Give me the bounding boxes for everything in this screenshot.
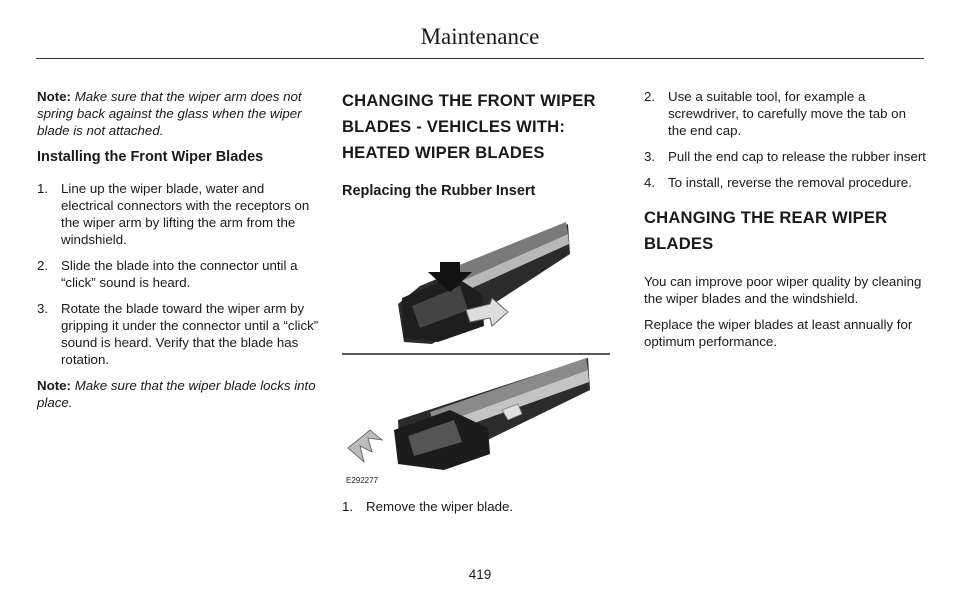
list-item <box>644 88 926 139</box>
note-paragraph <box>37 377 320 411</box>
step-text: Remove the wiper blade. <box>366 499 514 514</box>
list-item <box>644 148 926 165</box>
step-text: Rotate the blade toward the wiper arm by gripping it under the connector until a “click” sound is heard. Verify that the blade has rotation. <box>61 301 319 367</box>
step-text: To install, reverse the removal procedure. <box>668 175 912 190</box>
wiper-blade-drawing <box>342 214 610 494</box>
list-item <box>644 174 926 191</box>
subheading-rubber-insert: Replacing the Rubber Insert <box>342 183 536 199</box>
list-item <box>37 257 320 291</box>
section-heading-rear-wiper: CHANGING THE REAR WIPER BLADES <box>644 208 888 253</box>
figure-code: E292277 <box>346 476 379 485</box>
end-cap-top-image <box>398 222 570 344</box>
note-paragraph <box>37 88 320 139</box>
list-item <box>37 180 320 248</box>
step-number: 2. <box>644 89 656 104</box>
removal-steps-list <box>342 498 612 515</box>
step-text: Pull the end cap to release the rubber insert <box>668 149 926 164</box>
wiper-blade-illustration <box>342 214 610 494</box>
column-right <box>644 88 926 359</box>
column-left <box>37 88 320 420</box>
end-cap-bottom-image <box>348 358 590 470</box>
step-number: 3. <box>37 301 49 316</box>
header-divider <box>36 58 924 59</box>
step-number: 1. <box>37 181 49 196</box>
step-number: 1. <box>342 499 354 514</box>
step-number: 4. <box>644 175 656 190</box>
step-text: Use a suitable tool, for example a screwdriver, to carefully move the tab on the end cap. <box>668 89 906 138</box>
step-number: 2. <box>37 258 49 273</box>
note-label: Note: <box>37 378 71 393</box>
step-text: Line up the wiper blade, water and electrical connectors with the receptors on the wiper arm by lifting the arm from the windshield. <box>61 181 310 247</box>
list-item <box>37 300 320 368</box>
column-middle <box>342 88 612 524</box>
step-number: 3. <box>644 149 656 164</box>
installing-steps-list <box>37 180 320 368</box>
continued-steps-list <box>644 88 926 191</box>
body-paragraph: Replace the wiper blades at least annually for optimum performance. <box>644 317 913 349</box>
note-text: Make sure that the wiper arm does not spring back against the glass when the wiper blade is not attached. <box>37 89 302 138</box>
note-text: Make sure that the wiper blade locks into place. <box>37 378 316 410</box>
section-heading-installing: Installing the Front Wiper Blades <box>37 149 264 165</box>
step-text: Slide the blade into the connector until a “click” sound is heard. <box>61 258 298 290</box>
page-header-title: Maintenance <box>420 24 540 49</box>
arrow-left-icon <box>348 430 382 462</box>
section-heading-front-wiper: CHANGING THE FRONT WIPER BLADES - VEHICLES WITH: HEATED WIPER BLADES <box>342 91 596 162</box>
list-item <box>342 498 612 515</box>
page-number: 419 <box>468 567 492 582</box>
body-paragraph: You can improve poor wiper quality by cleaning the wiper blades and the windshield. <box>644 274 922 306</box>
note-label: Note: <box>37 89 71 104</box>
